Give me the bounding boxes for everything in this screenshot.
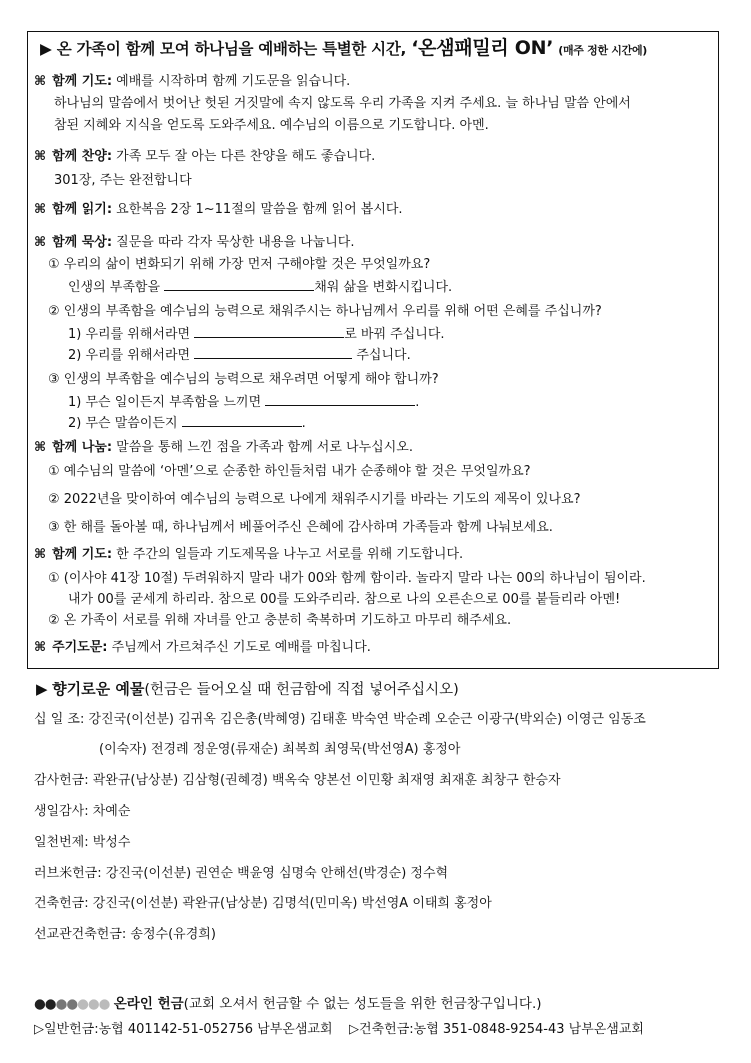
- account-line: [34, 1018, 644, 1037]
- praise-section-heading: [34, 147, 375, 167]
- online-note: (교회 오셔서 헌금할 수 없는 성도들을 위한 헌금창구입니다.): [183, 996, 542, 1012]
- arrow-icon: ▶: [36, 680, 48, 698]
- hymn-line: 301장, 주는 완전합니다: [54, 173, 192, 188]
- section-label: 함께 나눔:: [52, 440, 113, 455]
- answer-suffix: 주십니다.: [356, 348, 411, 363]
- section-text: 주님께서 가르쳐주신 기도로 예배를 마칩니다.: [111, 640, 371, 655]
- answer-line: [68, 344, 411, 366]
- share-item: ② 2022년을 맞이하여 예수님의 능력으로 나에게 채워주시기를 바라는 기도의 제목이 있나요?: [48, 492, 581, 507]
- question-2: ② 인생의 부족함을 예수님의 능력으로 채워주시는 하나님께서 우리를 위해 어떤 은혜를 주십니까?: [48, 304, 602, 319]
- lords-prayer-heading: [34, 638, 371, 658]
- answer-prefix: 1) 무슨 일이든지 부족함을 느끼면: [68, 395, 262, 410]
- tithe-line: [34, 710, 646, 730]
- section-text: 말씀을 통해 느낀 점을 가족과 함께 서로 나누십시오.: [116, 440, 413, 455]
- answer-prefix: 1) 우리를 위해서라면: [68, 327, 191, 342]
- offering-title: [36, 678, 459, 699]
- offering-heading: 향기로운 예물: [52, 680, 145, 698]
- question-1: ① 우리의 삶이 변화되기 위해 가장 먼저 구해야할 것은 무엇일까요?: [48, 257, 431, 272]
- online-title: 온라인 헌금: [113, 996, 184, 1012]
- mission-building-offering: 선교관건축헌금: 송정수(유경희): [34, 927, 216, 942]
- answer-line: [68, 412, 306, 434]
- share-section-heading: [34, 438, 413, 458]
- building-offering: 건축헌금: 강진국(이선분) 곽완규(남상분) 김명석(민미옥) 박선영A 이태희 홍정아: [34, 896, 492, 911]
- building-account: ▷건축헌금:농협 351-0848-9254-43 남부온샘교회: [349, 1022, 644, 1037]
- section-symbol-icon: ⌘: [34, 202, 47, 217]
- section-text: 한 주간의 일들과 기도제목을 나누고 서로를 위해 기도합니다.: [116, 547, 464, 562]
- answer-blank: [265, 391, 415, 406]
- answer-blank: [194, 323, 344, 338]
- section-text: 요한복음 2장 1~11절의 말씀을 함께 읽어 봅시다.: [116, 202, 403, 217]
- question-3: ③ 인생의 부족함을 예수님의 능력으로 채우려면 어떻게 해야 합니까?: [48, 372, 439, 387]
- answer-prefix: 2) 무슨 말씀이든지: [68, 416, 178, 431]
- section-label: 함께 묵상:: [52, 235, 113, 250]
- online-offering-heading: [34, 992, 542, 1012]
- tithe-names-cont: (이숙자) 전경례 정운영(류재순) 최복희 최영묵(박선영A) 홍정아: [99, 742, 461, 757]
- prayer-text-line: 참된 지혜와 지식을 얻도록 도와주세요. 예수님의 이름으로 기도합니다. 아멘.: [54, 118, 489, 133]
- answer-line: [68, 276, 452, 298]
- section-label: 함께 찬양:: [52, 149, 113, 164]
- answer-blank: [194, 344, 352, 359]
- prayer-section-heading: [34, 72, 350, 92]
- section-symbol-icon: ⌘: [34, 74, 47, 89]
- thanks-offering: 감사헌금: 곽완규(남상분) 김삼형(권혜경) 백옥숙 양본선 이민황 최재영 최재훈 최창구 한승자: [34, 773, 561, 788]
- section-label: 함께 기도:: [52, 74, 113, 89]
- tithe-label: 십 일 조:: [34, 712, 85, 727]
- section-label: 주기도문:: [52, 640, 108, 655]
- section-text: 질문을 따라 각자 묵상한 내용을 나눕니다.: [116, 235, 355, 250]
- prayer-item-cont: 내가 00를 굳세게 하리라. 참으로 00를 도와주리라. 참으로 나의 오른손으로 00를 붙들리라 아멘!: [68, 592, 621, 607]
- prayer-item: ① (이사야 41장 10절) 두려워하지 말라 내가 00와 함께 함이라. 놀라지 말라 나는 00의 하나님이 됨이라.: [48, 571, 646, 586]
- section-symbol-icon: ⌘: [34, 149, 47, 164]
- section-label: 함께 기도:: [52, 547, 113, 562]
- tithe-names: 강진국(이선분) 김귀옥 김은총(박혜영) 김태훈 박숙연 박순례 오순근 이광구(박외순) 이영근 임동조: [88, 712, 646, 727]
- share-item: ① 예수님의 말씀에 ‘아멘’으로 순종한 하인들처럼 내가 순종해야 할 것은 무엇일까요?: [48, 464, 531, 479]
- offering-note: (헌금은 들어오실 때 헌금함에 직접 넣어주십시오): [144, 682, 459, 698]
- dots-icon: ●●●●●●●: [34, 996, 110, 1012]
- prayer-text-line: 하나님의 말씀에서 벗어난 헛된 거짓말에 속지 않도록 우리 가족을 지켜 주세요. 늘 하나님 말씀 안에서: [54, 96, 631, 111]
- meditate-section-heading: [34, 233, 354, 253]
- guide-title: [40, 38, 647, 61]
- birthday-offering: 생일감사: 차예순: [34, 804, 131, 819]
- section-symbol-icon: ⌘: [34, 440, 47, 455]
- answer-blank: [182, 412, 302, 427]
- section-symbol-icon: ⌘: [34, 547, 47, 562]
- answer-line: [68, 323, 445, 345]
- title-prefix: ▶ 온 가족이 함께 모여 하나님을 예배하는 특별한 시간,: [40, 40, 407, 58]
- title-name: ‘온샘패밀리 ON’: [411, 37, 554, 59]
- prayer2-section-heading: [34, 545, 463, 565]
- answer-prefix: 인생의 부족함을: [68, 280, 161, 295]
- answer-line: [68, 391, 419, 413]
- share-item: ③ 한 해를 돌아볼 때, 하나님께서 베풀어주신 은혜에 감사하며 가족들과 함께 나눠보세요.: [48, 520, 553, 535]
- love-rice-offering: 러브米헌금: 강진국(이선분) 권연순 백윤영 심명숙 안해선(박경순) 정수혁: [34, 866, 449, 881]
- answer-prefix: 2) 우리를 위해서라면: [68, 348, 191, 363]
- thousand-offering: 일천번제: 박성수: [34, 835, 131, 850]
- section-label: 함께 읽기:: [52, 202, 113, 217]
- worship-guide-box: [27, 31, 719, 669]
- section-symbol-icon: ⌘: [34, 235, 47, 250]
- section-text: 가족 모두 잘 아는 다른 찬양을 해도 좋습니다.: [116, 149, 376, 164]
- answer-suffix: .: [415, 395, 420, 410]
- answer-blank: [164, 276, 314, 291]
- answer-suffix: 로 바꿔 주십니다.: [344, 327, 445, 342]
- general-account: ▷일반헌금:농협 401142-51-052756 남부온샘교회: [34, 1022, 333, 1037]
- answer-suffix: .: [301, 416, 306, 431]
- answer-suffix: 채워 삶을 변화시킵니다.: [314, 280, 453, 295]
- title-note: (매주 정한 시간에): [558, 44, 648, 57]
- read-section-heading: [34, 200, 403, 220]
- section-text: 예배를 시작하며 함께 기도문을 읽습니다.: [116, 74, 351, 89]
- section-symbol-icon: ⌘: [34, 640, 47, 655]
- prayer-item: ② 온 가족이 서로를 위해 자녀를 안고 충분히 축복하며 기도하고 마무리 해주세요.: [48, 613, 512, 628]
